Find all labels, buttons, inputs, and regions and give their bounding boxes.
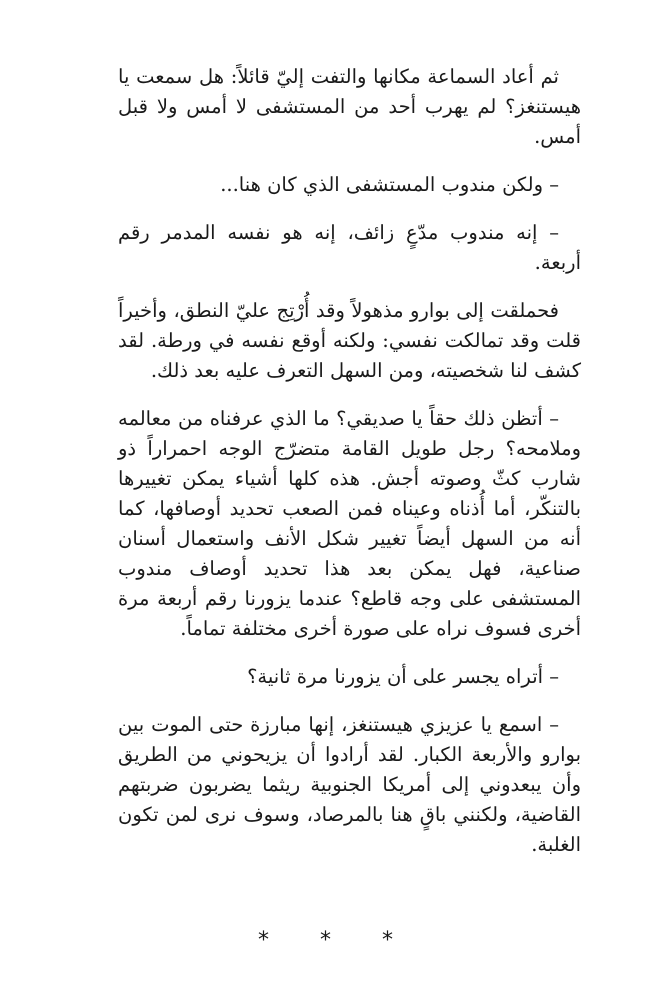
paragraph-5: – أتظن ذلك حقاً يا صديقي؟ ما الذي عرفناه من معالمه وملامحه؟ رجل طويل القامة متضرّج الوجه احمراراً ذو شارب كثّ وصوته أجش. هذه كلها أشياء يمكن تغييرها بالتنكّر، أما أُذناه وعيناه فمن الصعب تحديد أوصافها، كما أنه من السهل أيضاً تغيير شكل الأنف واستعمال أسنان صناعية، فهل يمكن بعد هذا تحديد أوصاف مندوب المستشفى على وجه قاطع؟ عندما يزورنا رقم أربعة مرة أخرى فسوف نراه على صورة أخرى مختلفة تماماً. (118, 407, 581, 640)
paragraph-3: – إنه مندوب مدّعٍ زائف، إنه هو نفسه المدمر رقم أربعة. (118, 221, 581, 274)
paragraph-7: – اسمع يا عزيزي هيستنغز، إنها مبارزة حتى الموت بين بوارو والأربعة الكبار. لقد أرادوا أن يزيحوني من الطريق وأن يبعدوني إلى أمريكا الجنوبية ريثما يضربون ضربتهم القاضية، ولكنني باقٍ هنا بالمرصاد، وسوف نرى لمن تكون الغلبة. (118, 713, 581, 856)
paragraph-1: ثم أعاد السماعة مكانها والتفت إليّ قائلاً: هل سمعت يا هيستنغز؟ لم يهرب أحد من المستشفى لا أمس ولا قبل أمس. (118, 65, 581, 148)
paragraph-6: – أتراه يجسر على أن يزورنا مرة ثانية؟ (247, 665, 559, 688)
paragraph-2: – ولكن مندوب المستشفى الذي كان هنا... (220, 173, 559, 196)
page-text (118, 62, 581, 878)
section-separator: * * * (258, 928, 415, 953)
paragraph-4: فحملقت إلى بوارو مذهولاً وقد أُرْتِج عليّ النطق، وأخيراً قلت وقد تمالكت نفسي: ولكنه أوقع نفسه في ورطة. لقد كشف لنا شخصيته، ومن السهل التعرف عليه بعد ذلك. (118, 299, 581, 382)
